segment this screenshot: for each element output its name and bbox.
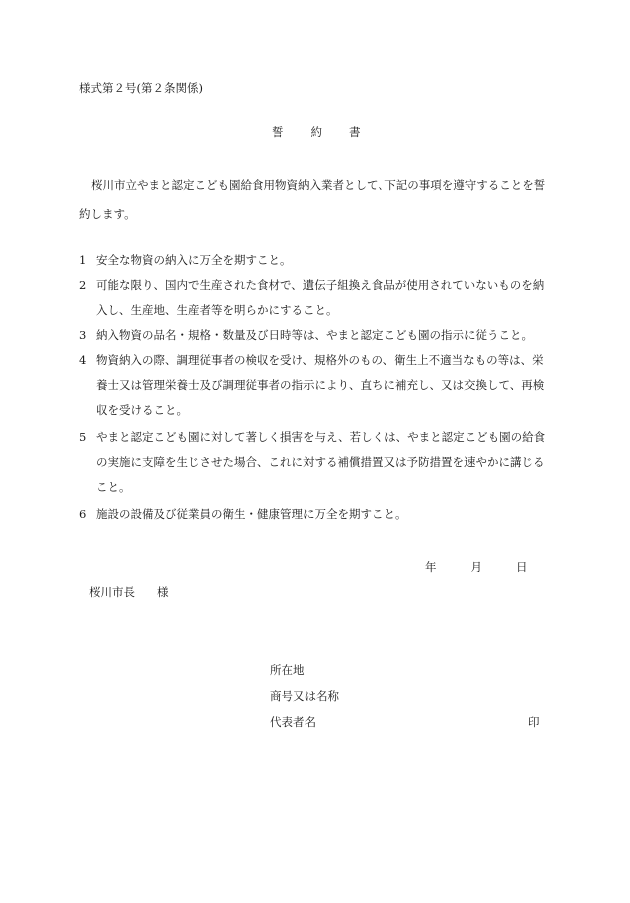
date-month-label: 月: [470, 560, 482, 574]
clause-line: やまと認定こども園に対して著しく損害を与え、若しくは、やまと認定こども園の給食: [96, 430, 546, 444]
clause-number: 1: [79, 253, 87, 267]
clause-text: [96, 425, 559, 500]
clause-line: 養士又は管理栄養士及び調理従事者の指示により、直ちに補充し、又は交換して、再検: [96, 378, 545, 392]
clause-number: 4: [79, 353, 87, 367]
addressee: [89, 584, 169, 600]
signer-address-label: 所在地: [270, 663, 305, 677]
clause-number: 6: [79, 507, 87, 521]
clause-line: 可能な限り、国内で生産された食材で、遺伝子組換え食品が使用されていないものを納: [96, 278, 545, 292]
date-line: [425, 559, 528, 575]
clause-text: [96, 248, 559, 273]
clause-line: 物資納入の際、調理従事者の検収を受け、規格外のもの、衛生上不適当なもの等は、栄: [96, 353, 544, 367]
clause-text: [96, 323, 559, 348]
seal-mark: 印: [528, 715, 540, 729]
clause-item: [79, 502, 559, 527]
document-title: [272, 124, 362, 140]
title-char: 誓: [272, 125, 285, 139]
clause-line: こと。: [96, 480, 131, 494]
clause-line: の実施に支障を生じさせた場合、これに対する補償措置又は予防措置を速やかに講じる: [96, 455, 545, 469]
clause-number: 3: [79, 328, 87, 342]
clause-line: 入し、生産地、生産者等を明らかにすること。: [96, 303, 338, 317]
clause-item: [79, 323, 559, 348]
clause-number: 5: [79, 430, 87, 444]
date-day-label: 日: [516, 560, 528, 574]
intro-paragraph: 桜川市立やまと認定こども園給食用物資納入業者として､下記の事項を遵守することを誓約します。: [79, 178, 546, 221]
clause-text: [96, 502, 559, 527]
date-year-label: 年: [425, 560, 437, 574]
clause-number: 2: [79, 278, 87, 292]
signer-company-label: 商号又は名称: [270, 689, 339, 703]
signer-representative-label: 代表者名: [270, 715, 316, 729]
clause-item: [79, 248, 559, 273]
clause-item: [79, 348, 559, 423]
clause-line: 収を受けること。: [96, 403, 188, 417]
form-number: 様式第２号(第２条関係): [79, 81, 203, 95]
clause-text: [96, 273, 559, 323]
clause-line: 安全な物資の納入に万全を期すこと。: [96, 253, 292, 267]
clause-text: [96, 348, 559, 423]
title-char: 約: [310, 125, 323, 139]
title-char: 書: [349, 125, 362, 139]
clause-item: [79, 273, 559, 323]
clause-line: 施設の設備及び従業員の衛生・健康管理に万全を期すこと。: [96, 507, 407, 521]
addressee-honorific: 様: [157, 585, 169, 599]
clause-line: 納入物資の品名・規格・数量及び日時等は、やまと認定こども園の指示に従うこと。: [96, 328, 533, 342]
clause-item: [79, 425, 559, 500]
addressee-name: 桜川市長: [89, 585, 135, 599]
